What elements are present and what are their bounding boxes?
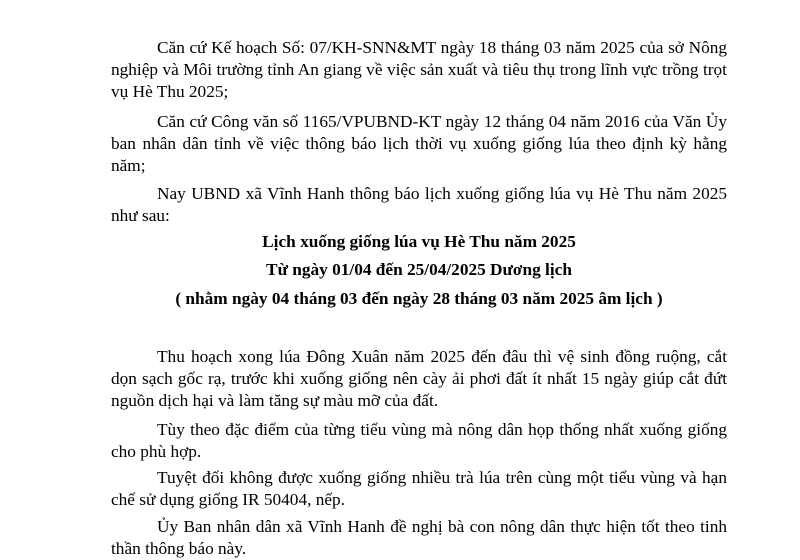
paragraph-variety-restriction: Tuyệt đối không được xuống giống nhiều trà lúa trên cùng một tiểu vùng và hạn chế sử dụng giống IR 50404, nếp. — [111, 468, 727, 509]
paragraph-legal-basis-dispatch: Căn cứ Công văn số 1165/VPUBND-KT ngày 12 tháng 04 năm 2016 của Văn Ủy ban nhân dân tỉnh về việc thông báo lịch thời vụ xuống giống lúa theo định kỳ hằng năm; — [111, 112, 727, 175]
paragraph-field-preparation: Thu hoạch xong lúa Đông Xuân năm 2025 đến đâu thì vệ sinh đồng ruộng, cắt dọn sạch gốc rạ, trước khi xuống giống nên cày ải phơi đất ít nhất 15 ngày giúp cắt đứt nguồn dịch hại và làm tăng sự màu mỡ của đất. — [111, 347, 727, 410]
schedule-heading-lunar-dates: ( nhằm ngày 04 tháng 03 đến ngày 28 tháng 03 năm 2025 âm lịch ) — [175, 289, 663, 308]
paragraph-subregion-planting: Tùy theo đặc điểm của từng tiểu vùng mà nông dân họp thống nhất xuống giống cho phù hợp. — [111, 420, 727, 461]
schedule-heading-solar-dates: Từ ngày 01/04 đến 25/04/2025 Dương lịch — [266, 260, 572, 279]
paragraph-closing-request: Ủy Ban nhân dân xã Vĩnh Hanh đề nghị bà con nông dân thực hiện tốt theo tinh thần thông báo này. — [111, 517, 727, 558]
paragraph-announcement-intro: Nay UBND xã Vĩnh Hanh thông báo lịch xuống giống lúa vụ Hè Thu năm 2025 như sau: — [111, 184, 727, 225]
paragraph-legal-basis-plan: Căn cứ Kế hoạch Số: 07/KH-SNN&MT ngày 18 tháng 03 năm 2025 của sở Nông nghiệp và Môi trường tỉnh An giang về việc sản xuất và tiêu thụ trong lĩnh vực trồng trọt vụ Hè Thu 2025; — [111, 38, 727, 101]
schedule-heading-title: Lịch xuống giống lúa vụ Hè Thu năm 2025 — [262, 232, 576, 251]
